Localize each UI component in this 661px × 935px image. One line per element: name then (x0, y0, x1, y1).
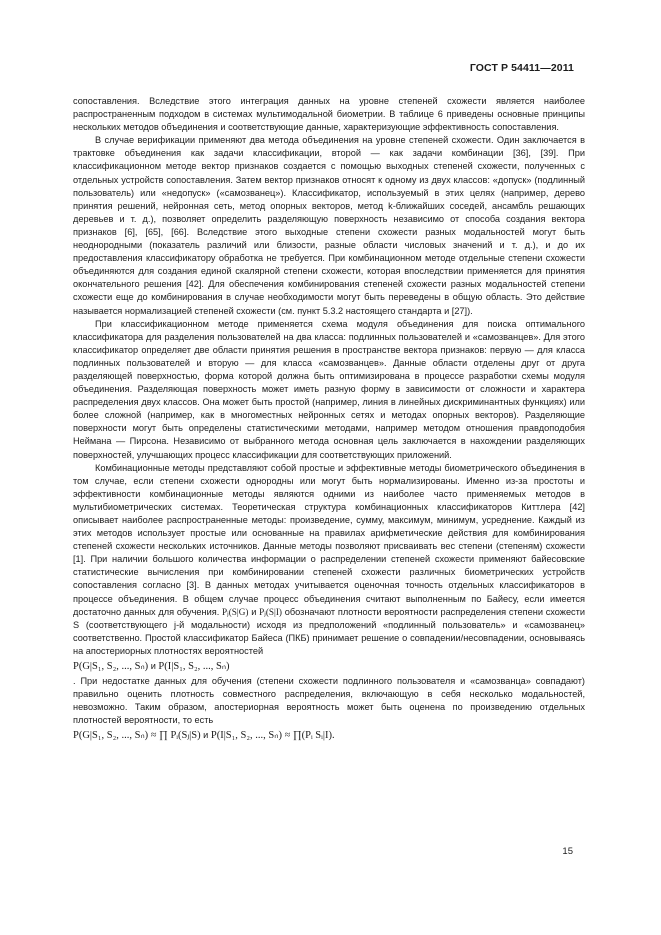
conjunction-1: и (248, 606, 260, 617)
paragraph-3: При классификационном методе применяется схема модуля объединения для поиска оптимального классификатора для разделения пользователей на два класса: подлинных пользователей и «самозванцев». Для этого классификатор определяет две области принятия решения в пространстве вектора признаков: первую — для класса подлинных пользователей и вторую — для класса «самозванцев». Данные области отделены друг от друга разделяющей поверхностью, форма которой должна быть оптимизирована в процессе разработки схемы модуля объединения. Разделяющая поверхность может иметь разную форму в зависимости от сложности и характера распределения двух классов. Она может быть простой (например, линия в линейных дискриминантных функциях) или более сложной (например, как в многоместных нейронных сетях и методах опорных векторов). Разделяющие поверхности могут быть определены статистическими методами, например методом отношения правдоподобия Неймана — Пирсона. Независимо от выбранного метода основная цель заключается в нахождении разделяющих поверхностей, улучшающих процесс классификации для соответствующих приложений. (73, 318, 585, 460)
conjunction-3: и (200, 730, 211, 741)
formula-pj-s-i: Pⱼ(S|I) (259, 606, 282, 617)
conjunction-2: и (148, 661, 159, 672)
formula-posterior-genuine: P(G|S₁, S₂, ..., Sₙ) (73, 661, 149, 673)
formula-line-2 (73, 728, 585, 743)
standard-header: ГОСТ Р 54411—2011 (469, 62, 574, 74)
formula-posterior-impostor: P(I|S₁, S₂, ..., Sₙ) (158, 661, 230, 673)
paragraph-4-text-1: Комбинационные методы представляют собой простые и эффективные методы биометрического объединения в том случае, если степени схожести однородны или могут быть нормализированы. Именно из-за простоты и эффективности комбинационные методы являются одними из наиболее часто применяемых методов в мультибиометрических системах. Теоретическая структура комбинационных классификаторов Киттлера [42] описывает наиболее распространенные методы: произведение, сумму, максимум, минимум, усреднение. Каждый из этих методов использует простые или основанные на правилах арифметические действия для комбинирования степеней схожести нескольких источников. Данные методы позволяют присваивать вес степени (степеням) схожести [1]. При наличии большого количества информации о распределении степеней схожести применяют байесовские статистические вычисления при комбинировании степеней схожести различных биометрических устройств сопоставления согласно [3]. В данных методах учитывается оценочная точность отдельных классификаторов в процессе объединения. В общем случае процесс объединения считают выполненным по Байесу, если имеется достаточно данных для обучения. (73, 462, 585, 617)
formula-product-impostor: P(I|S₁, S₂, ..., Sₙ) ≈ ∏(Pᵢ Sᵢ|I) (210, 730, 332, 742)
paragraph-2: В случае верификации применяют два метода объединения на уровне степеней схожести. Один заключается в трактовке объединения как задачи классификации, второй — как задачи комбинации [36], [39]. При классификационном методе вектор признаков создается с помощью выходных степеней схожести, полученных с отдельных устройств сопоставления. Затем вектор признаков относят к одному из двух классов: «допуск» (подлинный пользователь) или «недопуск» («самозванец»). Классификатор, используемый в этих целях (например, дерево принятия решений, нейронная сеть, метод опорных векторов, метод k-ближайших соседей, ансамбль решающих деревьев и т. д.), позволяет определить разделяющую поверхность независимо от способа создания вектора признаков [6], [65], [66]. Вследствие этого выходные степени схожести разных модальностей могут быть неоднородными (показатель различий или близости, разные области числовых значений и т. д.), и до их предоставления классификатору обработка не требуется. При комбинационном методе отдельные степени схожести объединяются для создания единой скалярной степени схожести, которая впоследствии применяется для принятия окончательного решения [42]. Для обеспечения комбинирования степеней схожести разных модальностей степени схожести еще до комбинирования в случае необходимости могут быть переведены в общую область. Это действие называется нормализацией степеней схожести (см. пункт 5.3.2 настоящего стандарта и [27]). (73, 135, 585, 316)
formula-line-1 (73, 659, 585, 674)
paragraph-4-continuation: . При недостатке данных для обучения (степени схожести подлинного пользователя и «самозванца» совпадают) правильно оценить плотность совместного распределения, включающую в себя несколько модальностей, невозможно. Таким образом, апостериорная вероятность может быть оценена по произведению отдельных плотностей вероятности, то есть (73, 676, 585, 726)
paragraph-4-text-2: обозначают плотности вероятности распределения степени схожести S (соответствующего j-й модальности) исходя из предположений «подлинный пользователь» и «самозванец» соответственно. Простой классификатор Байеса (ПКБ) принимает решение о совпадении/несовпадении, основываясь на апостериорных плотностях вероятностей (73, 606, 585, 656)
formula-end: . (331, 730, 335, 742)
formula-product-genuine: P(G|S₁, S₂, ..., Sₙ) ≈ ∏ Pᵢ(Sⱼ|S) (73, 730, 201, 742)
document-body (73, 95, 585, 744)
formula-pj-s-g: Pⱼ(S|G) (222, 606, 249, 617)
paragraph-1: сопоставления. Вследствие этого интеграция данных на уровне степеней схожести является наиболее распространенным подходом в системах мультимодальной биометрии. В таблице 6 приведены основные принципы нескольких методов объединения и соответствующие данные, характеризующие эффективность сопоставления. (73, 96, 585, 133)
paragraph-4 (73, 462, 585, 658)
page-number: 15 (562, 846, 573, 857)
